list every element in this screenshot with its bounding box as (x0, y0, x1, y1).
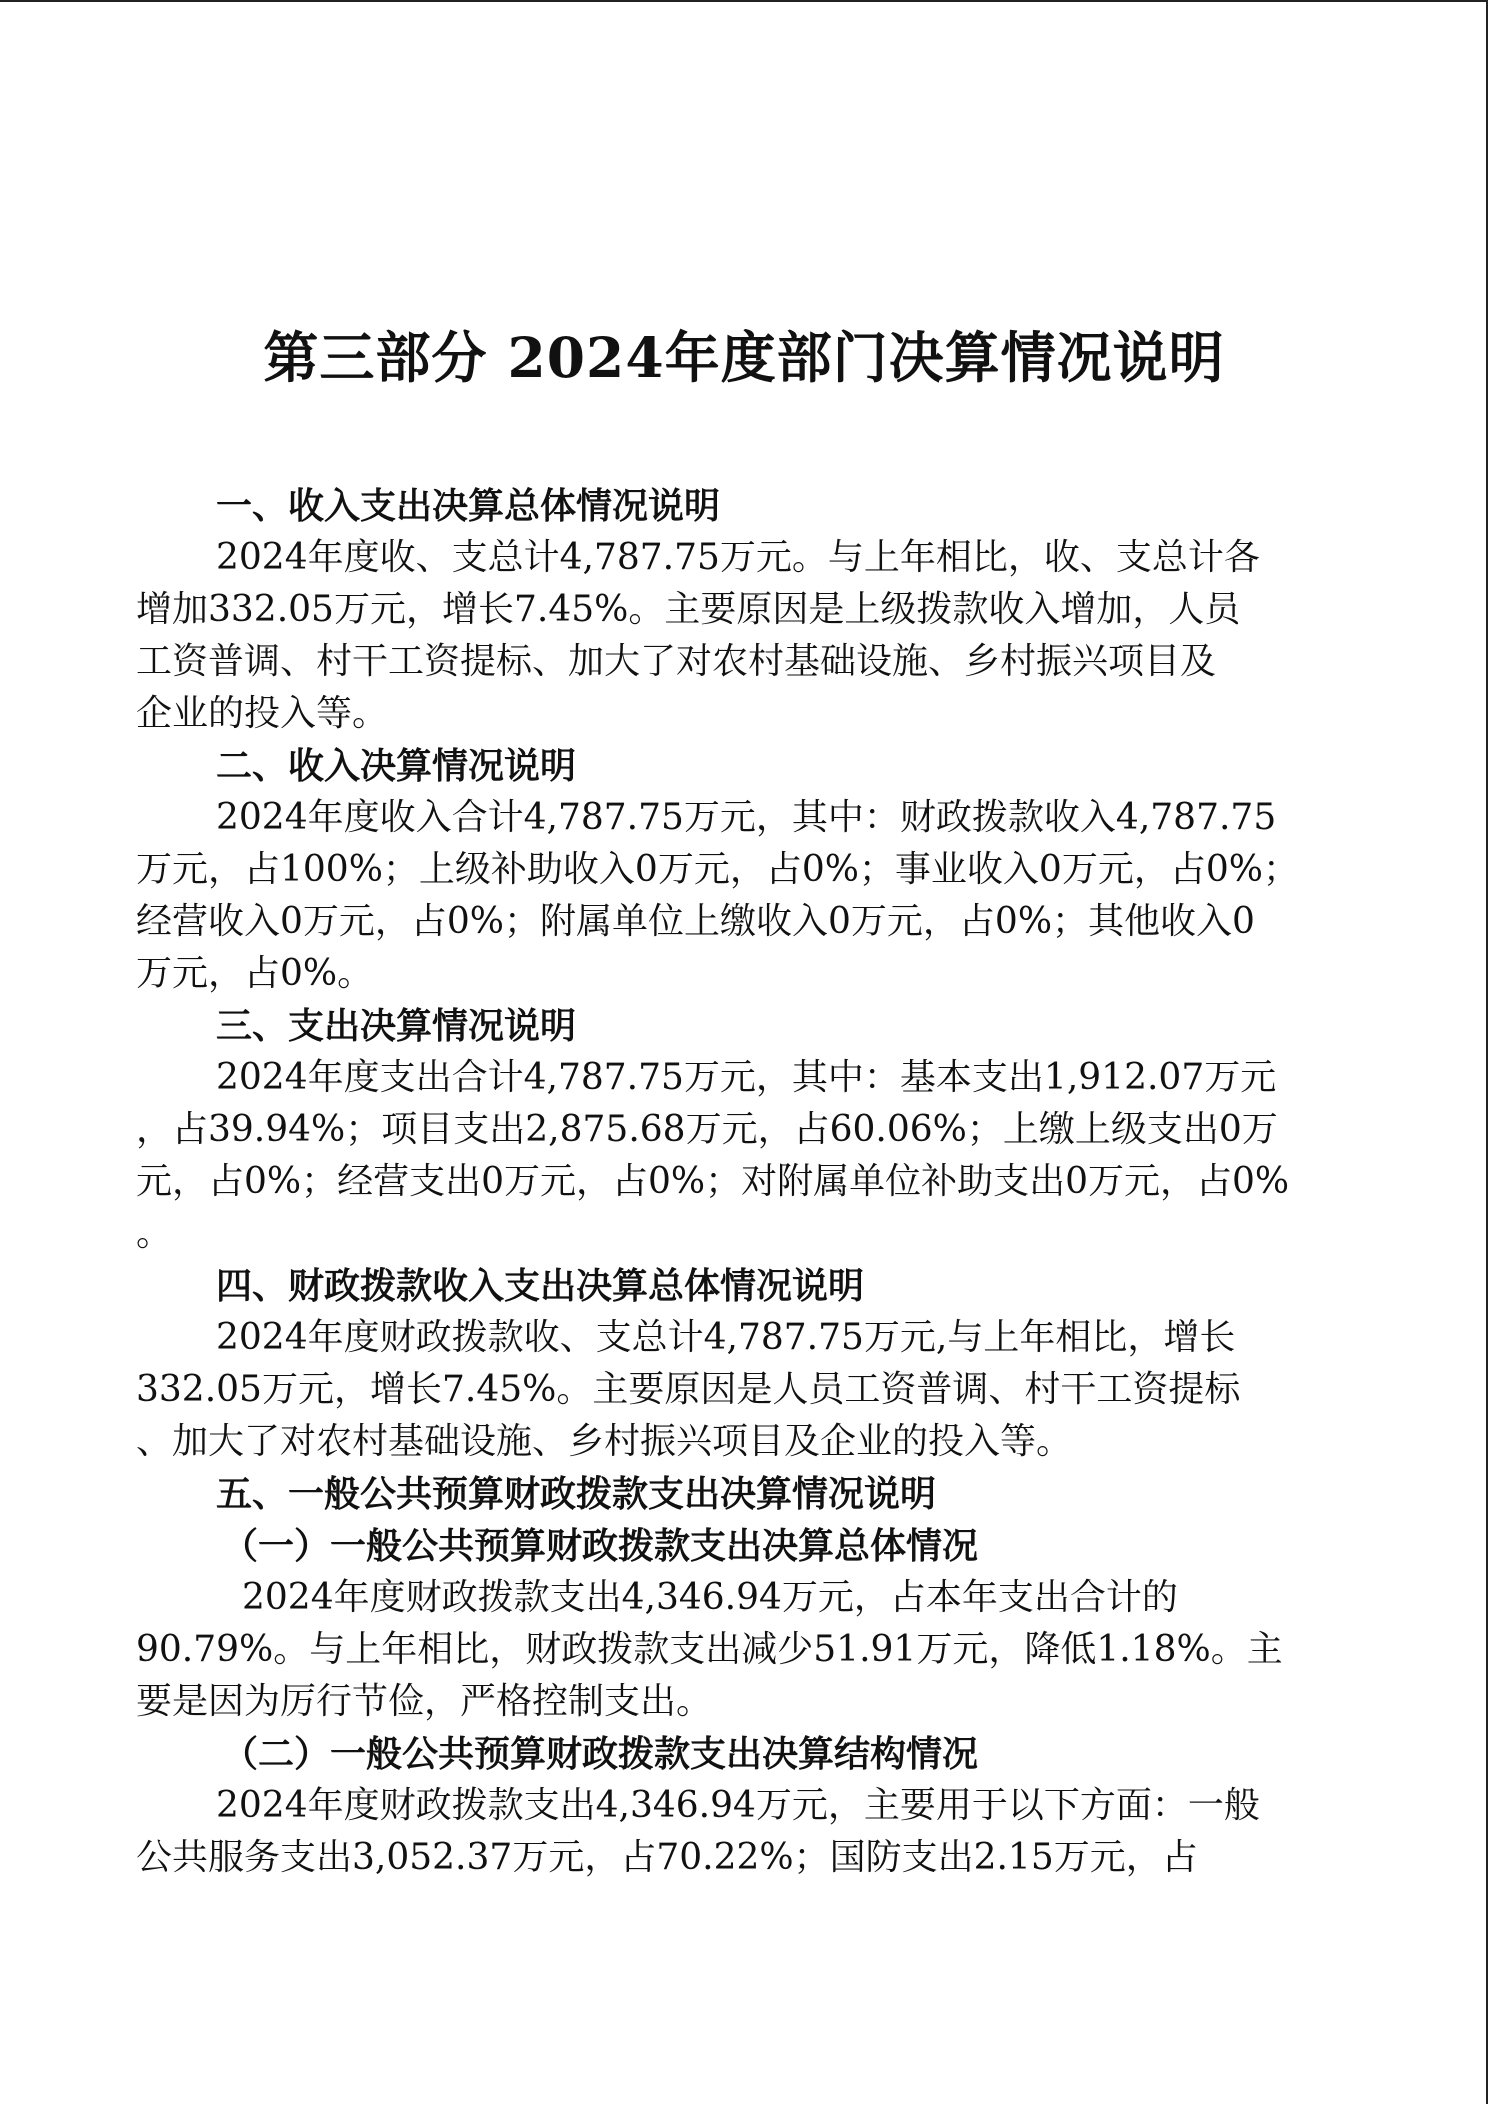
section-5-heading: 五、一般公共预算财政拨款支出决算情况说明 (216, 1473, 937, 1515)
subsection-5-2-heading: （二）一般公共预算财政拨款支出决算结构情况 (222, 1733, 979, 1775)
section-2-line-1: 2024年度收入合计4,787.75万元，其中：财政拨款收入4,787.75 (216, 797, 1277, 838)
subsection-5-1-line-3: 要是因为厉行节俭，严格控制支出。 (136, 1681, 713, 1722)
section-4-line-1: 2024年度财政拨款收、支总计4,787.75万元,与上年相比，增长 (216, 1317, 1236, 1358)
section-3-line-4: 。 (136, 1213, 173, 1254)
section-4-line-2: 332.05万元，增长7.45%。主要原因是人员工资普调、村干工资提标 (136, 1369, 1241, 1410)
section-3-line-3: 元，占0%；经营支出0万元，占0%；对附属单位补助支出0万元，占0% (136, 1161, 1290, 1202)
subsection-5-1-heading: （一）一般公共预算财政拨款支出决算总体情况 (222, 1525, 979, 1567)
section-2-line-4: 万元，占0%。 (136, 953, 374, 994)
subsection-5-2-line-2: 公共服务支出3,052.37万元，占70.22%；国防支出2.15万元，占 (136, 1837, 1198, 1878)
subsection-5-2-line-1: 2024年度财政拨款支出4,346.94万元，主要用于以下方面：一般 (216, 1785, 1260, 1826)
subsection-5-1-line-2: 90.79%。与上年相比，财政拨款支出减少51.91万元，降低1.18%。主 (136, 1629, 1283, 1670)
section-1-line-1: 2024年度收、支总计4,787.75万元。与上年相比，收、支总计各 (216, 537, 1260, 578)
page-title: 第三部分 2024年度部门决算情况说明 (263, 325, 1225, 390)
section-3-line-1: 2024年度支出合计4,787.75万元，其中：基本支出1,912.07万元 (216, 1057, 1277, 1098)
section-2-line-3: 经营收入0万元，占0%；附属单位上缴收入0万元，占0%；其他收入0 (136, 901, 1255, 942)
section-1-heading: 一、收入支出决算总体情况说明 (216, 485, 721, 527)
section-1-line-4: 企业的投入等。 (136, 693, 389, 734)
section-2-line-2: 万元，占100%；上级补助收入0万元，占0%；事业收入0万元，占0%； (136, 849, 1299, 890)
section-3-line-2: ，占39.94%；项目支出2,875.68万元，占60.06%；上缴上级支出0万 (136, 1109, 1278, 1150)
document-body (136, 480, 1360, 1884)
section-4-heading: 四、财政拨款收入支出决算总体情况说明 (216, 1265, 865, 1307)
section-4-line-3: 、加大了对农村基础设施、乡村振兴项目及企业的投入等。 (136, 1421, 1073, 1462)
section-1-line-2: 增加332.05万元，增长7.45%。主要原因是上级拨款收入增加，人员 (136, 589, 1241, 630)
section-3-heading: 三、支出决算情况说明 (216, 1005, 577, 1047)
section-2-heading: 二、收入决算情况说明 (216, 745, 577, 787)
subsection-5-1-line-1: 2024年度财政拨款支出4,346.94万元，占本年支出合计的 (242, 1577, 1178, 1618)
section-1-line-3: 工资普调、村干工资提标、加大了对农村基础设施、乡村振兴项目及 (136, 641, 1217, 682)
